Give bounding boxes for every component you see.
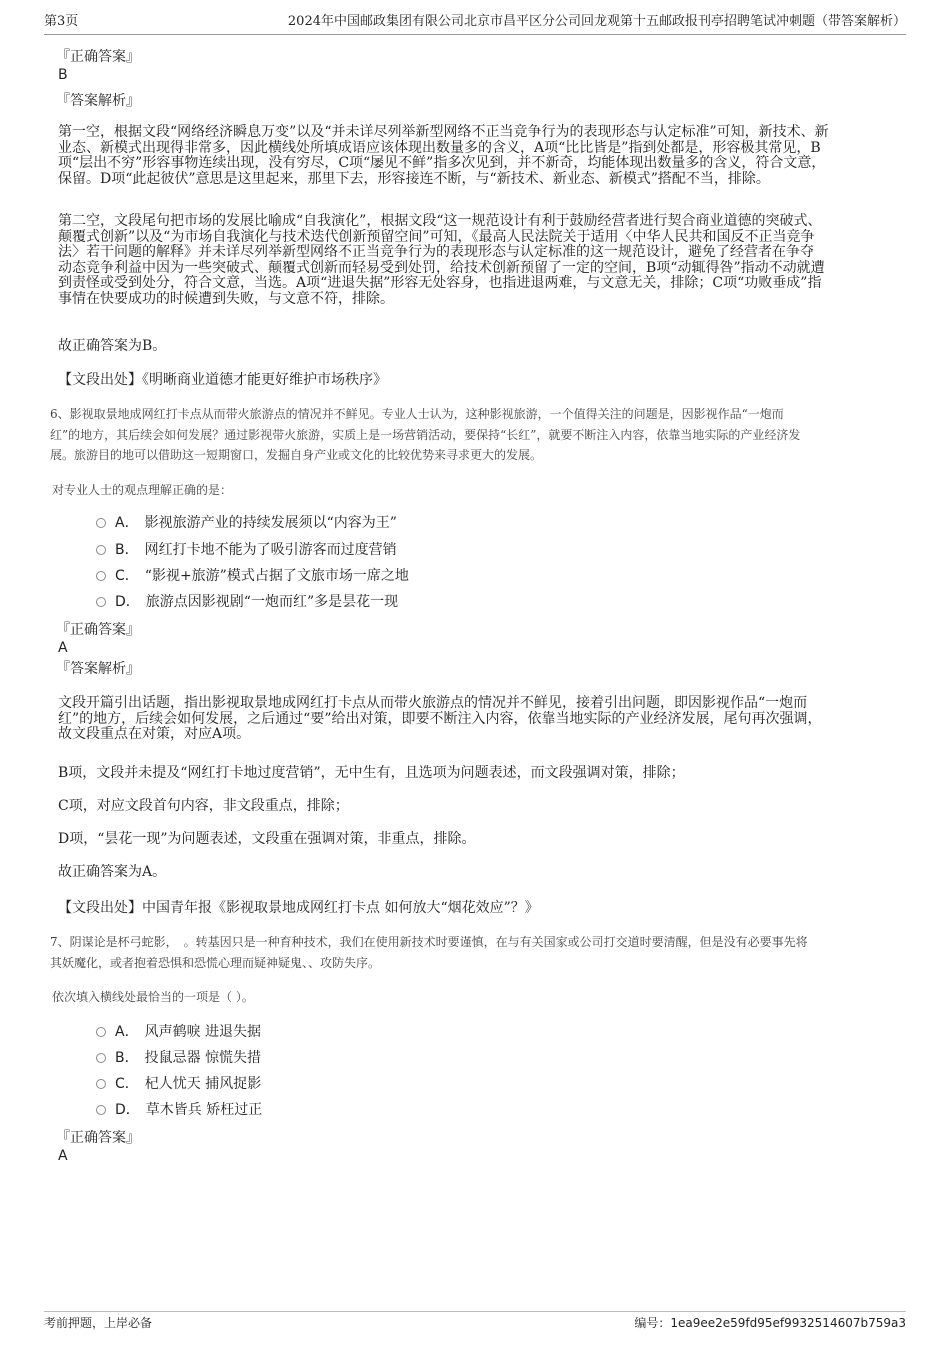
option-d[interactable]: [96, 1100, 262, 1120]
radio-icon[interactable]: [96, 1105, 106, 1115]
radio-icon[interactable]: [96, 518, 106, 528]
question-prompt: 对专业人士的观点理解正确的是：: [52, 483, 233, 497]
text-line: 6、影视取景地成网红打卡点从而带火旅游点的情况并不鲜见。专业人士认为，这种影视旅游，一个值得关注的问题是，因影视作品“一炮而: [50, 407, 784, 421]
text-line: 展。旅游目的地可以借助这一短期窗口，发掘自身产业或文化的比较优势来寻求更大的发展。: [50, 448, 543, 462]
answer-label: 『正确答案』: [56, 622, 140, 638]
analysis-paragraph: [58, 125, 894, 187]
conclusion: 故正确答案为B。: [58, 338, 167, 354]
radio-icon[interactable]: [96, 1027, 106, 1037]
analysis-label: 『答案解析』: [56, 661, 140, 677]
document-title: 2024年中国邮政集团有限公司北京市昌平区分公司回龙观第十五邮政报刊亭招聘笔试冲刺题（带答案解析）: [287, 14, 906, 29]
option-text: 影视旅游产业的持续发展须以“内容为王”: [144, 515, 397, 531]
text-line: 保留。D项“此起彼伏”意思是这里起来，那里下去，形容接连不断，与“新技术、新业态、新模式”搭配不当，排除。: [58, 170, 770, 187]
question-stem: [50, 932, 900, 973]
option-letter: C．: [115, 568, 139, 584]
option-letter: B．: [115, 542, 139, 558]
page-footer: [44, 1311, 906, 1330]
page-header: [44, 12, 906, 35]
option-letter: A．: [115, 515, 139, 531]
text-line: 红”的地方，后续会如何发展，之后通过“要”给出对策，即要不断注入内容，依靠当地实际的产业经济发展，尾句再次强调，: [58, 710, 822, 727]
radio-icon[interactable]: [96, 545, 106, 555]
option-c[interactable]: [96, 566, 409, 586]
option-a[interactable]: [96, 513, 397, 533]
option-text: 网红打卡地不能为了吸引游客而过度营销: [144, 542, 397, 558]
source-citation: 【文段出处】《明晰商业道德才能更好维护市场秩序》: [58, 372, 387, 388]
analysis-paragraph: C项，对应文段首句内容，非文段重点，排除；: [58, 798, 349, 814]
option-b[interactable]: [96, 540, 397, 560]
conclusion: 故正确答案为A。: [58, 864, 167, 880]
text-line: 故文段重点在对策，对应A项。: [58, 726, 251, 743]
text-line: 7、阴谋论是杯弓蛇影， 。转基因只是一种育种技术，我们在使用新技术时要谨慎，在与有关国家或公司打交道时要清醒，但是没有必要事先将: [50, 935, 808, 949]
text-line: 法〉若干问题的解释》并未详尽列举新型网络不正当竞争行为的表现形态与认定标准的这一规范设计，避免了经营者在争夺: [58, 244, 814, 261]
option-letter: D．: [115, 594, 140, 610]
page-number: 第3页: [44, 14, 79, 29]
option-a[interactable]: [96, 1022, 261, 1042]
text-line: 项“层出不穷”形容事物连续出现，没有穷尽，C项“屡见不鲜”指多次见到，并不新奇，均能体现出数量多的含义，符合文意，: [58, 155, 826, 172]
text-line: 事情在快要成功的时候遭到失败，与文意不符，排除。: [58, 290, 394, 307]
text-line: 到责怪或受到处分，符合文意，当选。A项“进退失据”形容无处容身，也指进退两难，与文意无关，排除；C项“功败垂成”指: [58, 275, 822, 292]
option-letter: D．: [115, 1102, 140, 1118]
document-id: [634, 1314, 906, 1332]
answer-value: A: [58, 640, 68, 656]
footer-slogan: 考前押题，上岸必备: [44, 1316, 153, 1330]
option-c[interactable]: [96, 1074, 261, 1094]
text-line: 红”的地方，其后续会如何发展？通过影视带火旅游，实质上是一场营销活动，要保持“长红”，就要不断注入内容，依靠当地实际的产业经济发: [50, 427, 801, 442]
text-line: 动态竞争利益中因为一些突破式、颠覆式创新而轻易受到处罚，给技术创新预留了一定的空间，B项“动辄得咎”指动不动就遭: [58, 259, 825, 276]
analysis-label: 『答案解析』: [56, 93, 140, 109]
radio-icon[interactable]: [96, 571, 106, 581]
radio-icon[interactable]: [96, 1053, 106, 1063]
text-line: 第二空，文段尾句把市场的发展比喻成“自我演化”，根据文段“这一规范设计有利于鼓励经营者进行契合商业道德的突破式、: [58, 213, 822, 229]
option-text: 投鼠忌器 惊慌失措: [144, 1050, 262, 1066]
radio-icon[interactable]: [96, 1079, 106, 1089]
option-text: 草木皆兵 矫枉过正: [145, 1102, 263, 1118]
option-b[interactable]: [96, 1048, 261, 1068]
question-stem: [50, 404, 900, 466]
option-text: “影视+旅游”模式占据了文旅市场一席之地: [144, 568, 409, 584]
text-line: 其妖魔化，或者抱着恐惧和恐慌心理而疑神疑鬼、、攻防失序。: [50, 955, 381, 970]
answer-label: 『正确答案』: [56, 49, 140, 65]
analysis-paragraph: [58, 214, 894, 308]
analysis-paragraph: D项，“昙花一现”为问题表述，文段重在强调对策，非重点，排除。: [58, 831, 476, 847]
document-id-code: 1ea9ee2e59fd95ef9932514607b759a3: [670, 1316, 906, 1330]
text-line: 业态、新模式出现得非常多，因此横线处所填成语应该体现出数量多的含义，A项“比比皆是”指到处都是，形容极其常见，B: [58, 139, 821, 156]
analysis-paragraph: B项，文段并未提及“网红打卡地过度营销”，无中生有，且选项为问题表述，而文段强调对策，排除；: [58, 765, 685, 781]
question-prompt: 依次填入横线处最恰当的一项是（ ）。: [52, 990, 254, 1004]
radio-icon[interactable]: [96, 597, 106, 607]
option-text: 杞人忧天 捕风捉影: [144, 1076, 262, 1092]
answer-value: A: [58, 1148, 68, 1164]
option-text: 风声鹤唳 进退失据: [144, 1024, 262, 1040]
option-text: 旅游点因影视剧“一炮而红”多是昙花一现: [145, 594, 399, 610]
option-letter: B．: [115, 1050, 139, 1066]
text-line: 颠覆式创新”以及“为市场自我演化与技术迭代创新预留空间”可知，《最高人民法院关于适用〈中华人民共和国反不正当竞争: [58, 228, 815, 245]
text-line: 第一空，根据文段“网络经济瞬息万变”以及“并未详尽列举新型网络不正当竞争行为的表现形态与认定标准”可知，新技术、新: [58, 124, 829, 140]
option-letter: C．: [115, 1076, 139, 1092]
analysis-paragraph: [58, 696, 894, 743]
answer-label: 『正确答案』: [56, 1130, 140, 1146]
text-line: 文段开篇引出话题，指出影视取景地成网红打卡点从而带火旅游点的情况并不鲜见，接着引出问题，即因影视作品“一炮而: [58, 695, 808, 711]
answer-value: B: [58, 67, 68, 83]
document-id-label: 编号：: [634, 1316, 671, 1330]
option-d[interactable]: [96, 592, 398, 612]
option-letter: A．: [115, 1024, 139, 1040]
source-citation: 【文段出处】中国青年报《影视取景地成网红打卡点 如何放大“烟花效应”？》: [58, 900, 539, 916]
